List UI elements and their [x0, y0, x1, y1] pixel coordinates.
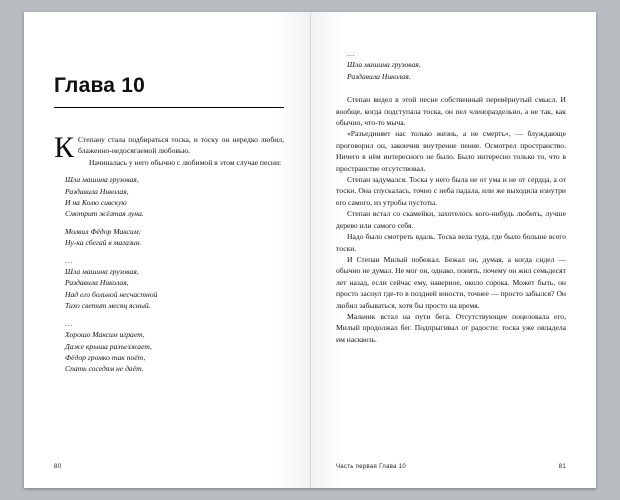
verse-line: Хорошо Максим играет, [65, 330, 145, 340]
verse-line: Спать соседям не даёт. [65, 364, 144, 374]
left-page-number: 80 [54, 464, 62, 470]
left-page [24, 12, 310, 488]
verse-line: Смотрит жёлтая луна. [65, 209, 144, 219]
right-paragraph-7: Мальчик встал на пути бега. Отсутствующее поцеловала его, Милый продолжал бег. Подпрыгивал от радости: тоска уже овладела им насквозь. [336, 311, 566, 344]
verse-line: Молвил Фёдор Максим: [65, 226, 142, 236]
verse-line: Раздавила Николая, [65, 186, 129, 196]
left-second-paragraph: Начиналась у него обычно с любимой в этом случае песни: [89, 157, 282, 167]
left-first-paragraph-text: Степану стала подбираться тоска, и тоску он нередко любил, блаженно-недосягаемой любовью. [78, 135, 284, 156]
verse-block-5 [336, 48, 566, 82]
verse-block-3 [54, 255, 284, 312]
chapter-title: Глава 10 [54, 74, 145, 97]
verse-line: Даже крыша разъезжает, [65, 341, 152, 351]
open-book [24, 12, 596, 488]
verse-separator: ... [347, 49, 356, 58]
running-head: Часть первая Глава 10 [336, 464, 407, 470]
right-paragraph-1: Степан видел в этой песне собственный перевёрнутый смысл. И вообще, когда подступала тоска, он пел членораздельно, а не так, как обычно, что-то мыча. [336, 95, 566, 128]
verse-line: Над его больной несчастной [65, 289, 158, 299]
book-gutter [310, 12, 311, 488]
right-paragraph-5: Надо было смотреть вдаль. Тоска вела туда, где было больше всего тоски. [336, 232, 566, 253]
right-page [310, 12, 596, 488]
title-rule [54, 107, 284, 108]
verse-line: Шла машина грузовая, [65, 267, 139, 277]
verse-line: И на Колю сивскую [65, 198, 127, 208]
verse-line: Тихо светит месяц ясный. [65, 301, 151, 311]
verse-separator: ... [65, 318, 74, 328]
right-paragraph-2: «Разъединяет нас только жизнь, а не смерть», — блуждающе проговорил он, закончив внутренне пение. Осмотрел пространство. Ничего в нём интересного не было. Было интересно только то, что в пространстве отсутствовал. [336, 129, 566, 173]
verse-line: Шла машина грузовая, [347, 60, 421, 70]
verse-block-4 [54, 318, 284, 375]
verse-separator: ... [65, 255, 74, 265]
verse-line: Фёдор громко так поёт, [65, 352, 146, 362]
drop-cap: К [54, 131, 75, 164]
verse-line: Раздавила Николая, [65, 278, 129, 288]
right-paragraph-4: Степан встал со скамейки, захотелось кого-нибудь любить, лучше дерево или самого себя. [336, 209, 566, 230]
right-page-number: 81 [558, 464, 566, 470]
verse-block-2 [54, 226, 284, 249]
verse-block-1 [54, 174, 284, 220]
verse-line: Шла машина грузовая, [65, 175, 139, 185]
right-paragraph-3: Степан задумался. Тоска у него была не от ума и не от сердца, а от тоски. Она спускалась, точно с неба падала, или же выходила изнутри его самого, из утробы пустоты. [336, 175, 566, 207]
right-paragraph-6: И Степан Милый побежал. Бежал он, думая, а когда сидел — обычно не думал. Не мог он, однако, понять, почему он жил семьдесят лет назад, если сейчас ему, наверное, около сорока. Может быть, он просто заснул где-то в поздней юности, точнее — просто забылся? Он любил забываться, хотя бы просто на время. [336, 254, 566, 310]
verse-line: Раздавила Николая. [347, 71, 411, 81]
verse-line: Ну-ка сбегай в магазин. [65, 238, 142, 248]
